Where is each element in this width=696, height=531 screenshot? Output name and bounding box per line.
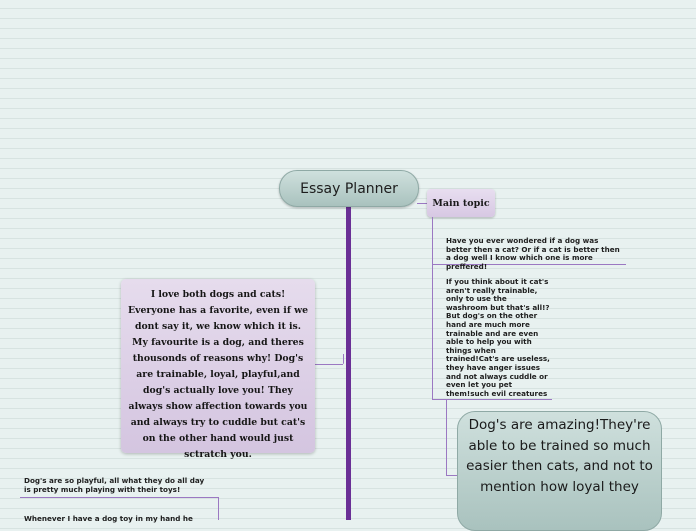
note-text: Have you ever wondered if a dog was better then a cat? Or if a cat is better then a dog well I know which one is more preffered! [446,236,620,271]
note-text: Whenever I have a dog toy in my hand he [24,514,193,523]
note-2-underline [432,399,552,400]
main-topic-label: Main topic [432,197,490,209]
note-text: If you think about it cat's aren't really trainable, only to use the washroom but that's all!?But dog's on the other hand are much more trainable and are even able to help you with things when trained!Cat's are useless, they have anger issues and not always cuddle or even let you pet them!such evil creatures [446,277,550,398]
subtree-connector-vertical [432,217,433,400]
main-branch-line [346,205,351,520]
connector-main-topic [417,203,427,204]
note-dog-toy[interactable] [24,515,214,524]
left-subtree-connector [218,497,219,520]
dogs-amazing-node[interactable] [457,411,662,531]
dogs-amazing-text: Dog's are amazing!They're able to be trained so much easier then cats, and not to mention how loyal they [466,417,653,495]
main-topic-node[interactable] [427,189,495,217]
intro-paragraph-node[interactable] [121,279,315,460]
note-text: Dog's are so playful, all what they do all day is pretty much playing with their toys! [24,476,205,494]
connector-intro-curve [343,354,344,364]
connector-intro [315,364,343,365]
dog-topic-connector-vertical [446,400,447,476]
note-dogs-playful-underline [20,497,218,498]
central-topic-node[interactable] [279,170,419,207]
note-dog-vs-cat-question[interactable] [446,237,626,271]
note-dogs-playful[interactable] [24,477,210,494]
note-cats-not-trainable[interactable] [446,278,550,398]
intro-paragraph-text: I love both dogs and cats! Everyone has a favorite, even if we dont say it, we know which it is. My favourite is a dog, and theres thousonds of reasons why! Dog's are trainable, loyal, playful,and dog's actually love you! They always show affection towards you and always try to cuddle but cat's on the other hand would just sctratch you. [128,289,308,460]
central-topic-label: Essay Planner [300,180,398,197]
